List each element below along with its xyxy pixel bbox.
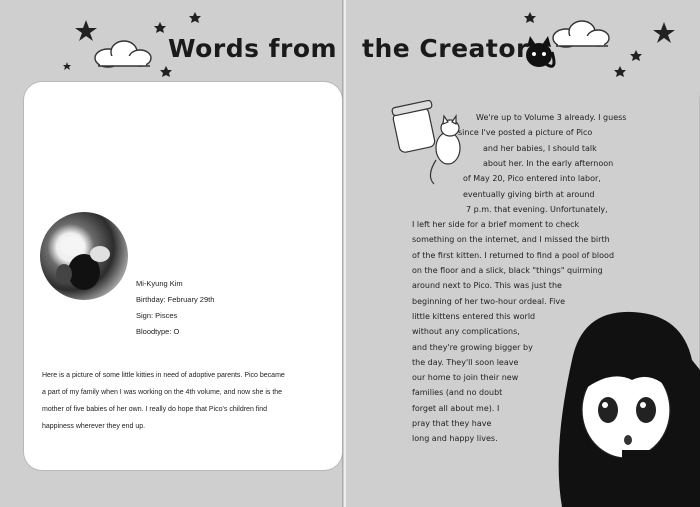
note-line: families (and no doubt: [412, 388, 503, 398]
note-line: of May 20, Pico entered into labor,: [463, 174, 601, 184]
right-page: [346, 0, 700, 507]
creator-name: Mi-Kyung Kim: [136, 279, 183, 288]
note-line: and they're growing bigger by: [412, 342, 533, 352]
left-page: [0, 0, 344, 507]
note-line: of the first kitten. I returned to find a pool of blood: [412, 250, 615, 260]
note-line: something on the internet, and I missed the birth: [412, 235, 610, 245]
photo-kittens: [40, 212, 128, 300]
note-line: since I've posted a picture of Pico: [458, 128, 593, 138]
note-line: I left her side for a brief moment to check: [412, 220, 580, 230]
note-line: and her babies, I should talk: [483, 143, 597, 153]
creator-profile: [136, 276, 214, 340]
page-title-left: Words from: [168, 34, 338, 63]
note-line: forget all about me). I: [412, 403, 500, 413]
note-line: pray that they have: [412, 419, 492, 428]
note-line: about her. In the early afternoon: [483, 158, 614, 168]
photo-caption: Here is a picture of some little kitties in need of adoptive parents. Pico became a part of my family when I was working on the 4th volume, and now she is the mother of five babies of her own. I really do hope that Pico's children find happiness wherever they end up.: [42, 372, 285, 430]
creator-bloodtype: Bloodtype: O: [136, 327, 180, 336]
star-icon: [75, 20, 97, 41]
note-line: our home to join their new: [412, 373, 519, 383]
kittens-silhouette: [40, 212, 128, 300]
star-icon: [614, 66, 626, 77]
note-line: around next to Pico. This was just the: [412, 281, 562, 291]
page-title-right: the Creator: [362, 34, 529, 63]
cat-icon: [526, 36, 554, 67]
cloud-icon: [95, 41, 151, 67]
star-icon: [154, 22, 166, 33]
star-icon: [630, 50, 642, 61]
note-line: long and happy lives.: [412, 434, 498, 444]
note-line: little kittens entered this world: [412, 311, 536, 321]
star-icon: [189, 12, 201, 23]
note-line: beginning of her two-hour ordeal. Five: [412, 296, 566, 306]
star-icon: [160, 66, 172, 77]
cloud-icon: [553, 21, 609, 47]
note-line: on the floor and a slick, black "things" quirming: [412, 266, 603, 275]
cat-icon: [430, 116, 460, 184]
creator-sign: Sign: Pisces: [136, 311, 178, 320]
star-icon: [63, 62, 71, 70]
note-line: eventually giving birth at around: [463, 189, 595, 199]
note-line: 7 p.m. that evening. Unfortunately,: [466, 204, 608, 214]
star-icon: [653, 22, 675, 43]
note-line: We're up to Volume 3 already. I guess: [476, 113, 627, 122]
star-icon: [524, 12, 536, 23]
note-line: without any complications,: [412, 327, 520, 337]
note-line: the day. They'll soon leave: [412, 357, 519, 367]
girl-illustration: [542, 300, 700, 507]
creator-birthday: Birthday: February 29th: [136, 295, 215, 304]
